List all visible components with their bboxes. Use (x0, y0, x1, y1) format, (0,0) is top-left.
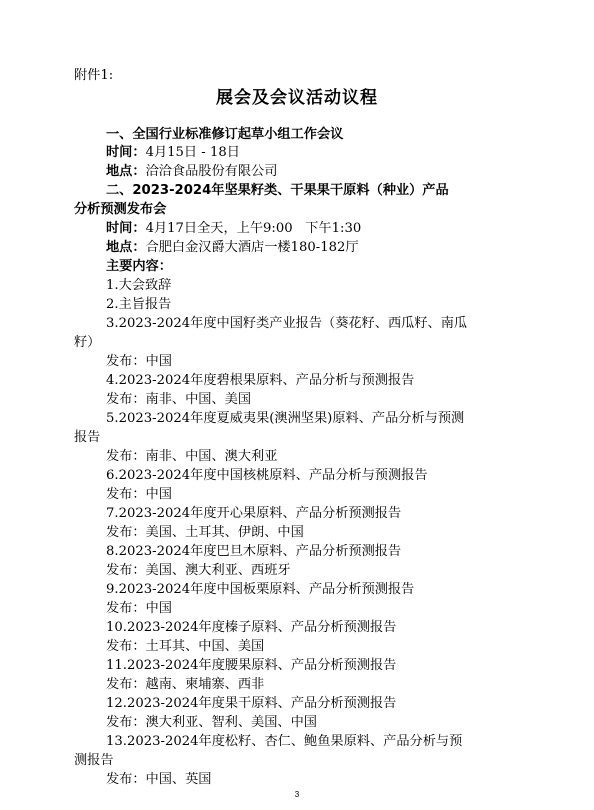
publisher-line: 发布：越南、柬埔寨、西非 (106, 677, 265, 692)
time-value: 4月17日全天，上午9:00 下午1:30 (145, 221, 362, 236)
section2-place (106, 238, 594, 257)
list-item: 3.2023-2024年度中国籽类产业报告（葵花籽、西瓜籽、南瓜 (106, 316, 468, 331)
list-item: 7.2023-2024年度开心果原料、产品分析预测报告 (106, 506, 402, 521)
list-item: 13.2023-2024年度松籽、杏仁、鲍鱼果原料、产品分析与预 (106, 734, 463, 749)
section2-time (106, 219, 594, 238)
publisher-line: 发布：美国、土耳其、伊朗、中国 (106, 525, 304, 540)
publisher-line: 发布：南非、中国、澳大利亚 (106, 449, 278, 464)
section1-time (106, 143, 594, 162)
list-item-continuation: 测报告 (74, 753, 114, 768)
publisher-line: 发布：中国 (106, 601, 172, 616)
publisher-line: 发布：土耳其、中国、美国 (106, 639, 265, 654)
publisher-line: 发布：中国 (106, 487, 172, 502)
list-item: 5.2023-2024年度夏威夷果(澳洲坚果)原料、产品分析与预测 (106, 411, 465, 426)
list-item: 1.大会致辞 (106, 278, 172, 293)
place-value: 洽洽食品股份有限公司 (145, 164, 278, 179)
page-number: 3 (294, 790, 300, 799)
section1-heading: 一、全国行业标准修订起草小组工作会议 (106, 127, 344, 142)
list-item: 11.2023-2024年度腰果原料、产品分析预测报告 (106, 658, 397, 673)
list-item-continuation: 报告 (74, 430, 101, 445)
list-item-continuation: 籽） (74, 335, 101, 350)
list-item: 9.2023-2024年度中国板栗原料、产品分析预测报告 (106, 582, 415, 597)
publisher-line: 发布：中国、英国 (106, 772, 212, 787)
list-item: 8.2023-2024年度巴旦木原料、产品分析预测报告 (106, 544, 402, 559)
section2-heading-line2: 分析预测发布会 (74, 202, 167, 217)
page-title: 展会及会议活动议程 (216, 88, 378, 108)
place-value: 合肥白金汉爵大酒店一楼180-182厅 (145, 240, 359, 255)
publisher-line: 发布：中国 (106, 354, 172, 369)
list-item: 4.2023-2024年度碧根果原料、产品分析与预测报告 (106, 373, 415, 388)
place-label: 地点： (106, 164, 146, 179)
section2-heading-line1: 二、2023-2024年坚果籽类、干果果干原料（种业）产品 (106, 183, 449, 198)
attachment-label: 附件1: (74, 68, 114, 83)
publisher-line: 发布：澳大利亚、智利、美国、中国 (106, 715, 317, 730)
place-label: 地点： (106, 240, 146, 255)
time-label: 时间： (106, 145, 146, 160)
list-item: 2.主旨报告 (106, 297, 172, 312)
list-item: 10.2023-2024年度榛子原料、产品分析预测报告 (106, 620, 397, 635)
list-item: 6.2023-2024年度中国核桃原料、产品分析与预测报告 (106, 468, 428, 483)
publisher-line: 发布：美国、澳大利亚、西班牙 (106, 563, 291, 578)
time-label: 时间： (106, 221, 146, 236)
list-item: 12.2023-2024年度果干原料、产品分析预测报告 (106, 696, 397, 711)
time-value: 4月15日 - 18日 (145, 145, 240, 160)
content-label: 主要内容： (106, 259, 172, 274)
section1-place (106, 162, 594, 181)
publisher-line: 发布：南非、中国、美国 (106, 392, 252, 407)
